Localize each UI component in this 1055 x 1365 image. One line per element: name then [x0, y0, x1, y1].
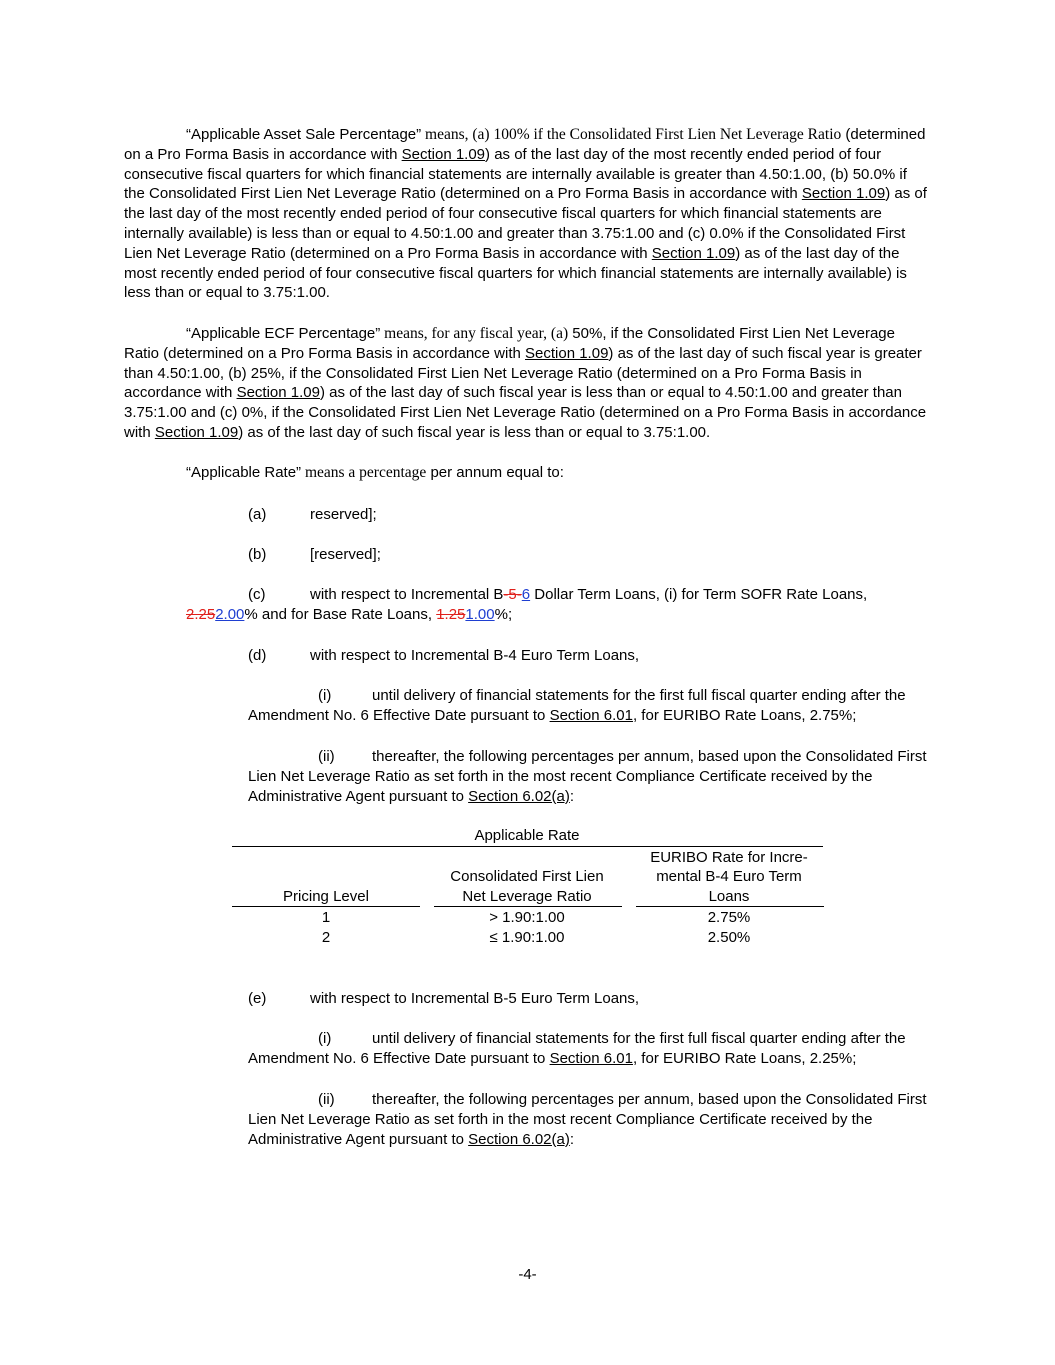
subclause-text: :	[569, 1130, 575, 1148]
definition-text: (determined on a Pro Forma Basis in accordance with	[124, 126, 926, 163]
clause-d	[248, 646, 639, 666]
defined-term: “Applicable Rate”	[186, 464, 302, 481]
section-reference: Section 1.09	[236, 384, 320, 402]
table-cell-ratio: ≤ 1.90:1.00	[489, 929, 565, 946]
defined-term: “Applicable ECF Percentage”	[186, 325, 381, 342]
clause-b	[248, 545, 381, 565]
section-reference: Section 1.09	[525, 344, 609, 362]
header-rate-line-2: mental B-4 Euro Term	[656, 868, 802, 885]
definition-applicable-asset-sale-percentage	[124, 125, 930, 303]
clause-a	[248, 505, 377, 525]
deleted-text: -5-	[503, 586, 522, 603]
section-reference: Section 1.09	[154, 423, 239, 441]
clause-label: (a)	[248, 506, 267, 523]
clause-d-i	[248, 686, 928, 726]
clause-text: % and for Base Rate Loans,	[244, 606, 437, 623]
section-reference: Section 6.01	[549, 706, 633, 724]
definition-text: ) as of the last day of the most recently ended period of four consecutive fiscal quarters for which financial statements are internally available) is less than or equal to 3.75:1.00.	[124, 244, 907, 302]
definition-lead: means, for any fiscal year, (a)	[380, 325, 569, 342]
subclause-label: (i)	[318, 687, 332, 704]
subclause-text: , for EURIBO Rate Loans, 2.75%;	[632, 706, 857, 724]
definition-text: per annum equal to:	[426, 464, 564, 481]
definition-text: 50%, if the Consolidated First Lien Net Leverage Ratio (determined on a Pro Forma Basis in accordance with	[124, 325, 895, 362]
subclause-label: (ii)	[318, 1091, 335, 1108]
clause-label: (c)	[248, 586, 266, 603]
clause-label: (b)	[248, 546, 267, 563]
section-reference: Section 6.01	[549, 1049, 633, 1067]
clause-text: reserved];	[310, 506, 377, 523]
subclause-text: :	[569, 787, 575, 805]
clause-e	[248, 989, 639, 1009]
subclause-text: until delivery of financial statements for the first full fiscal quarter ending after the Amendment No. 6 Effective Date pursuant to	[248, 687, 906, 724]
table-top-rule	[232, 846, 823, 847]
definition-text: ) as of the last day of such fiscal year is greater than 4.50:1.00, (b) 25%, if the Consolidated First Lien Net Leverage Ratio (determined on a Pro Forma Basis in accordance with	[124, 344, 922, 402]
page-number: -4-	[518, 1266, 537, 1283]
clause-text: [reserved];	[310, 546, 381, 563]
definition-text: ) as of the last day of such fiscal year is less than or equal to 3.75:1.00.	[238, 423, 711, 441]
table-cell-rate: 2.50%	[707, 929, 751, 946]
clause-c-line-2	[186, 605, 512, 625]
subclause-text: until delivery of financial statements for the first full fiscal quarter ending after the Amendment No. 6 Effective Date pursuant to	[248, 1030, 906, 1067]
clause-text: %;	[494, 606, 513, 623]
subclause-label: (ii)	[318, 748, 335, 765]
clause-text: with respect to Incremental B-5 Euro Term Loans,	[310, 990, 640, 1007]
clause-text: with respect to Incremental B	[310, 586, 504, 603]
table-cell-level: 1	[321, 909, 331, 926]
section-reference: Section 6.02(a)	[468, 787, 570, 805]
table-cell-ratio: > 1.90:1.00	[489, 909, 565, 926]
section-reference: Section 1.09	[651, 244, 736, 262]
section-reference: Section 1.09	[801, 185, 886, 203]
header-rule-col1	[232, 906, 420, 907]
inserted-text: 2.00	[215, 606, 245, 623]
definition-lead: means, (a) 100% if the Consolidated First Lien Net Leverage Ratio	[421, 126, 842, 143]
table-cell-level: 2	[321, 929, 331, 946]
definition-text: ) as of the last day of the most recently ended period of four consecutive fiscal quarters for which financial statements are internally available is greater than 4.50:1.00, (b) 50.0% if the Consolidated First Lien Net Leverage Ratio (determined on a Pro Forma Basis in accordance with	[124, 145, 907, 203]
clause-c-line-1	[248, 585, 867, 605]
definition-text: ) as of the last day of such fiscal year is less than or equal to 4.50:1.00 and greater than 3.75:1.00 and (c) 0%, if the Consolidated First Lien Net Leverage Ratio (determined on a Pro Forma Basis in accordance with	[124, 384, 927, 441]
subclause-text: thereafter, the following percentages per annum, based upon the Consolidated First Lien Net Leverage Ratio as set forth in the most recent Compliance Certificate received by the Administrative Agent pursuant to	[248, 748, 927, 805]
subclause-text: , for EURIBO Rate Loans, 2.25%;	[632, 1049, 857, 1067]
deleted-text: 2.25	[186, 606, 216, 623]
clause-label: (e)	[248, 990, 267, 1007]
definition-text: ) as of the last day of the most recently ended period of four consecutive fiscal quarters for which financial statements are internally available) is less than or equal to 4.50:1.00 and greater than 3.75:1.00 and (c) 0.0% if the Consolidated First Lien Net Leverage Ratio (determined on a Pro Forma Basis in accordance with	[124, 185, 927, 262]
table-caption: Applicable Rate	[474, 827, 580, 844]
clause-text: with respect to Incremental B-4 Euro Term Loans,	[310, 647, 640, 664]
clause-label: (d)	[248, 647, 267, 664]
inserted-text: 1.00	[465, 606, 495, 623]
clause-text: Dollar Term Loans, (i) for Term SOFR Rate Loans,	[530, 586, 868, 603]
header-rate-line-1: EURIBO Rate for Incre-	[650, 849, 808, 866]
table-cell-rate: 2.75%	[707, 909, 751, 926]
clause-e-i	[248, 1029, 928, 1069]
definition-applicable-ecf-percentage	[124, 324, 930, 443]
header-ratio-line-2: Net Leverage Ratio	[462, 888, 592, 905]
header-rule-col2	[434, 906, 622, 907]
deleted-text: 1.25	[436, 606, 466, 623]
header-rule-col3	[636, 906, 824, 907]
clause-e-ii	[248, 1090, 928, 1149]
defined-term: “Applicable Asset Sale Percentage”	[186, 126, 422, 143]
subclause-label: (i)	[318, 1030, 332, 1047]
section-reference: Section 1.09	[401, 145, 486, 163]
inserted-text: 6	[521, 586, 531, 603]
header-pricing-level: Pricing Level	[283, 888, 369, 905]
clause-d-ii	[248, 747, 928, 806]
section-reference: Section 6.02(a)	[468, 1130, 570, 1148]
header-rate-line-3: Loans	[708, 888, 750, 905]
definition-lead: means a percentage	[301, 464, 427, 481]
subclause-text: thereafter, the following percentages per annum, based upon the Consolidated First Lien Net Leverage Ratio as set forth in the most recent Compliance Certificate received by the Administrative Agent pursuant to	[248, 1091, 927, 1148]
definition-applicable-rate	[124, 463, 930, 483]
header-ratio-line-1: Consolidated First Lien	[450, 868, 604, 885]
